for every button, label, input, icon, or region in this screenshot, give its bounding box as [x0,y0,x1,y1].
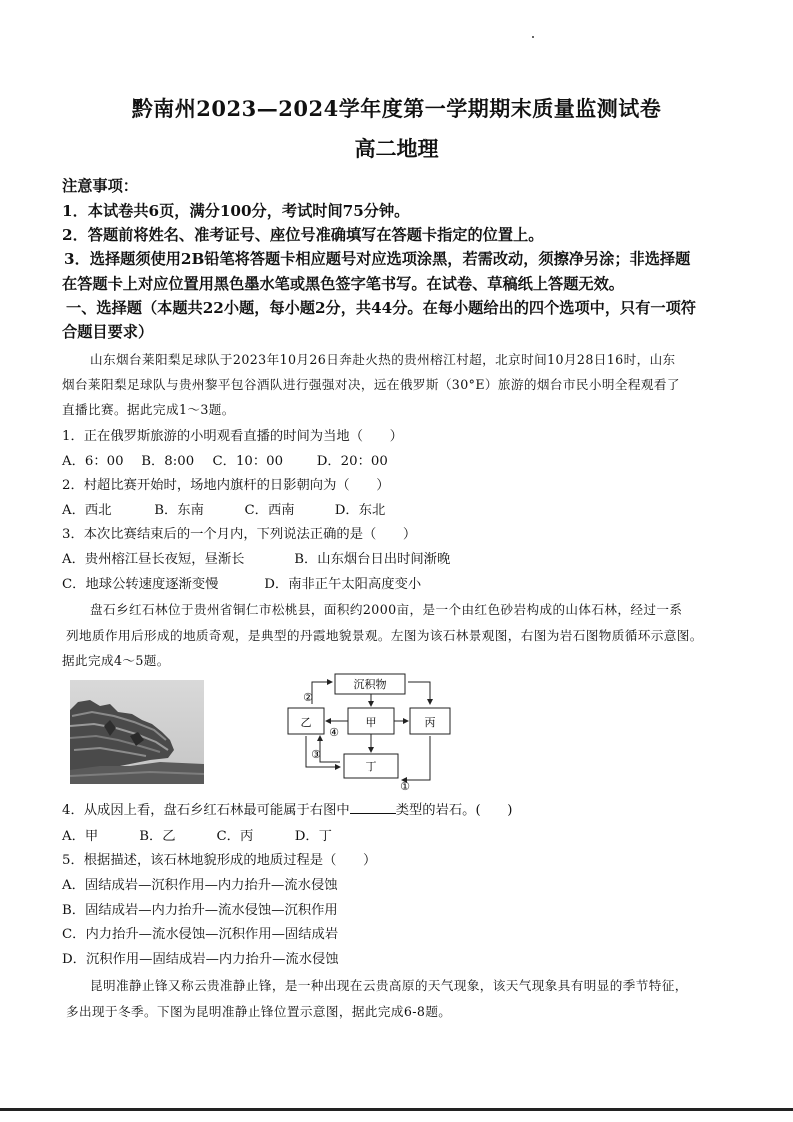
notice-item: 3．选择题须使用2B铅笔将答题卡相应题号对应选项涂黑，若需改动，须擦净另涂；非选择题 [64,250,691,268]
notice-item: 1．本试卷共6页，满分100分，考试时间75分钟。 [62,202,410,220]
option-c: C．丙 [216,829,254,844]
option-b: B．山东烟台日出时间渐晚 [294,552,451,567]
answer-blank [350,801,396,814]
option-d: D．东北 [334,503,386,518]
passage-line: 盘石乡红石林位于贵州省铜仁市松桃县，面积约2000亩，是一个由红色砂岩构成的山体石林，经过一系 [90,602,683,617]
option-d: D．沉积作用—固结成岩—内力抬升—流水侵蚀 [62,952,339,967]
question-3-options-row1 [62,548,742,567]
option-a: A．贵州榕江昼长夜短，昼渐长 [62,552,245,567]
label-ding: 丁 [365,760,377,773]
question-4-stem-end: 类型的岩石。( ) [395,803,513,818]
passage-line: 多出现于冬季。下图为昆明准静止锋位置示意图，据此完成6-8题。 [66,1004,452,1019]
stone-forest-photo [70,680,204,784]
process-label-1: ① [400,780,410,792]
option-a: A．甲 [62,829,99,844]
notice-item: 在答题卡上对应位置用黑色墨水笔或黑色签字笔书写。在试卷、草稿纸上答题无效。 [62,275,624,293]
option-a: A．西北 [62,503,112,518]
question-4-options [62,825,742,844]
passage-line: 昆明准静止锋又称云贵准静止锋，是一种出现在云贵高原的天气现象，该天气现象具有明显的季节特征， [90,978,688,993]
label-yi: 乙 [300,716,312,729]
passage-line: 烟台莱阳梨足球队与贵州黎平包谷酒队进行强强对决，远在俄罗斯（30°E）旅游的烟台市民小明全程观看了 [62,377,680,392]
process-label-3: ③ [311,748,321,761]
bottom-edge-rule [0,1108,793,1111]
passage-line: 据此完成4～5题。 [62,653,170,668]
passage-line: 直播比赛。据此完成1～3题。 [62,402,235,417]
exam-subject: 高二地理 [354,136,439,161]
label-jia: 甲 [365,716,377,729]
option-b: B．固结成岩—内力抬升—流水侵蚀—沉积作用 [62,903,338,918]
rock-cycle-diagram [280,672,460,792]
question-2-options [62,499,742,518]
option-c: C．内力抬升—流水侵蚀—沉积作用—固结成岩 [62,927,339,942]
question-5-stem: 5．根据描述，该石林地貌形成的地质过程是（ ） [62,853,377,868]
scan-speck [532,36,534,38]
question-3-options-row2 [62,573,742,592]
option-c: C．西南 [244,503,295,518]
option-c: C．地球公转速度逐渐变慢 [62,577,219,592]
exam-title: 黔南州2023—2024学年度第一学期期末质量监测试卷 [131,96,662,121]
option-d: D．20：00 [316,454,388,469]
question-1-stem: 1．正在俄罗斯旅游的小明观看直播的时间为当地（ ） [62,429,403,444]
passage-line: 山东烟台莱阳梨足球队于2023年10月26日奔赴火热的贵州榕江村超，北京时间10月28日16时，山东 [90,352,676,367]
process-label-4: ④ [329,726,339,739]
question-1-options [62,450,742,469]
section-heading: 合题目要求） [62,323,154,341]
section-heading: 一、选择题（本题共22小题，每小题2分，共44分。在每小题给出的四个选项中，只有一项符 [66,299,696,317]
option-b: B．8:00 [141,454,195,469]
option-c: C．10：00 [212,454,284,469]
option-a: A．固结成岩—沉积作用—内力抬升—流水侵蚀 [62,878,338,893]
notice-item: 2．答题前将姓名、准考证号、座位号准确填写在答题卡指定的位置上。 [62,226,544,244]
option-d: D．南非正午太阳高度变小 [264,577,422,592]
option-b: B．东南 [154,503,204,518]
notice-heading: 注意事项： [62,177,138,195]
label-sediment: 沉积物 [353,678,387,691]
question-3-stem: 3．本次比赛结束后的一个月内，下列说法正确的是（ ） [62,527,417,542]
process-label-2: ② [303,691,313,704]
passage-line: 列地质作用后形成的地质奇观，是典型的丹霞地貌景观。左图为该石林景观图，右图为岩石图物质循环示意图。 [66,628,703,643]
option-b: B．乙 [139,829,176,844]
question-4-stem [62,799,742,818]
option-a: A．6：00 [62,454,124,469]
option-d: D．丁 [294,829,332,844]
question-4-stem-start: 4．从成因上看，盘石乡红石林最可能属于右图中 [62,803,350,818]
question-2-stem: 2．村超比赛开始时，场地内旗杆的日影朝向为（ ） [62,478,390,493]
label-bing: 丙 [424,716,436,729]
